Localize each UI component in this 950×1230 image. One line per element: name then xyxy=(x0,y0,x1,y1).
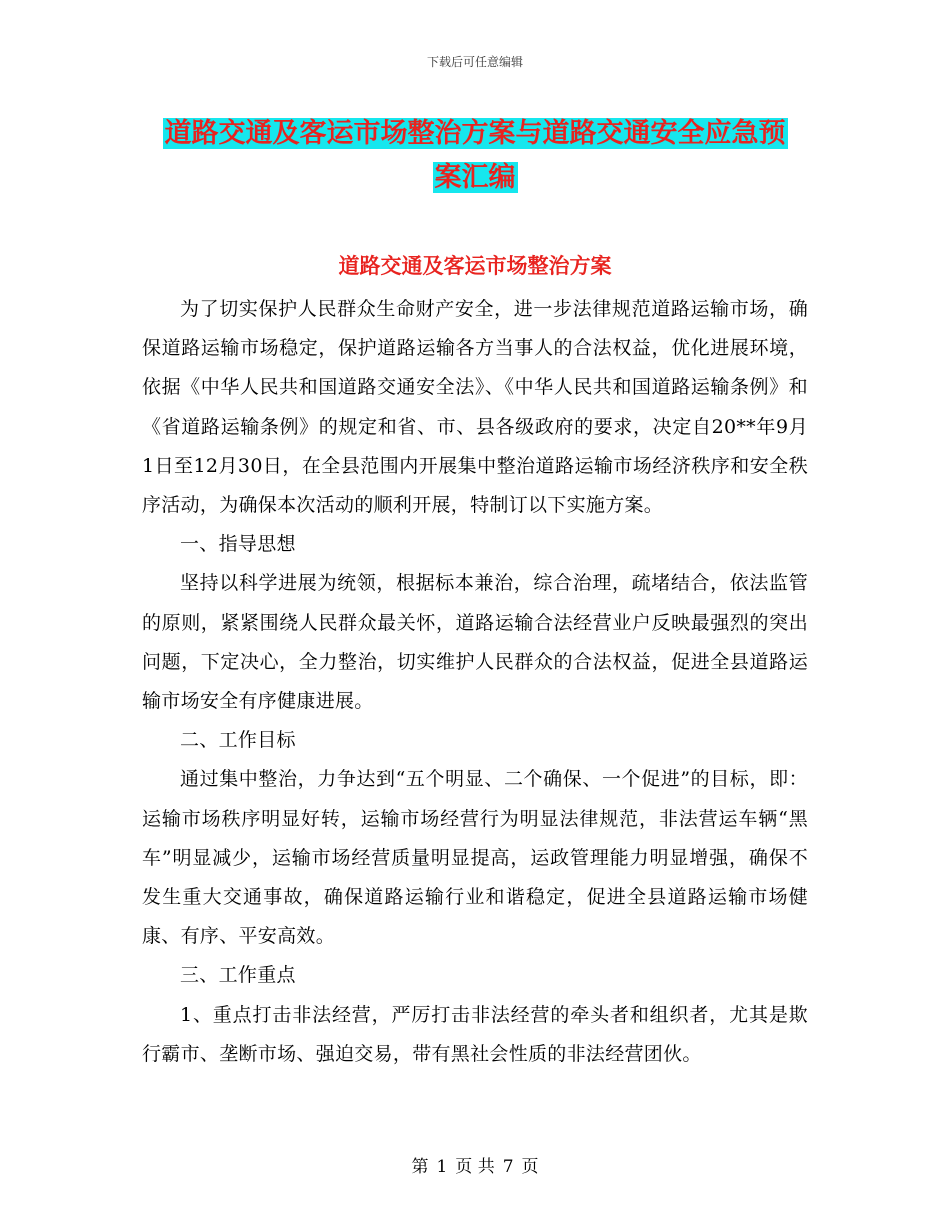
section-title: 道路交通及客运市场整治方案 xyxy=(338,253,612,278)
paragraph-work-goals: 通过集中整治，力争达到“五个明显、二个确保、一个促进”的目标，即：运输市场秩序明显好转，运输市场经营行为明显法律规范，非法营运车辆“黑车”明显减少，运输市场经营质量明显提高，运政管理能力明显增强，确保不发生重大交通事故，确保道路运输行业和谐稳定，促进全县道路运输市场健康、有序、平安高效。 xyxy=(142,768,808,948)
footer-prefix: 第 xyxy=(411,1157,429,1177)
header-note: 下载后可任意编辑 xyxy=(426,55,523,69)
document-title xyxy=(140,112,810,200)
heading-guiding-ideology: 一、指导思想 xyxy=(180,533,296,556)
page-total: 7 xyxy=(502,1157,514,1177)
page-footer xyxy=(0,1152,950,1177)
document-title-line-2: 案汇编 xyxy=(434,162,516,193)
paragraph-guiding-ideology: 坚持以科学进展为统领，根据标本兼治，综合治理，疏堵结合，依法监管的原则，紧紧围绕人民群众最关怀，道路运输合法经营业户反映最强烈的突出问题，下定决心，全力整治，切实维护人民群众的合法权益，促进全县道路运输市场安全有序健康进展。 xyxy=(142,572,808,713)
document-title-line-1: 道路交通及客运市场整治方案与道路交通安全应急预 xyxy=(164,118,786,149)
heading-work-goals: 二、工作目标 xyxy=(180,729,296,752)
heading-work-focus: 三、工作重点 xyxy=(180,964,296,987)
paragraph-work-focus-1: 1、重点打击非法经营，严厉打击非法经营的牵头者和组织者，尤其是欺行霸市、垄断市场、强迫交易，带有黑社会性质的非法经营团伙。 xyxy=(142,1003,808,1065)
footer-middle: 页 共 xyxy=(455,1157,495,1177)
footer-suffix: 页 xyxy=(521,1157,539,1177)
page-number: 1 xyxy=(436,1157,448,1177)
paragraph-intro: 为了切实保护人民群众生命财产安全，进一步法律规范道路运输市场，确保道路运输市场稳定，保护道路运输各方当事人的合法权益，优化进展环境，依据《中华人民共和国道路交通安全法》、《中华人民共和国道路运输条例》和《省道路运输条例》的规定和省、市、县各级政府的要求，决定自20**年9月1日至12月30日，在全县范围内开展集中整治道路运输市场经济秩序和安全秩序活动，为确保本次活动的顺利开展，特制订以下实施方案。 xyxy=(142,298,808,517)
document-body xyxy=(142,290,808,1074)
